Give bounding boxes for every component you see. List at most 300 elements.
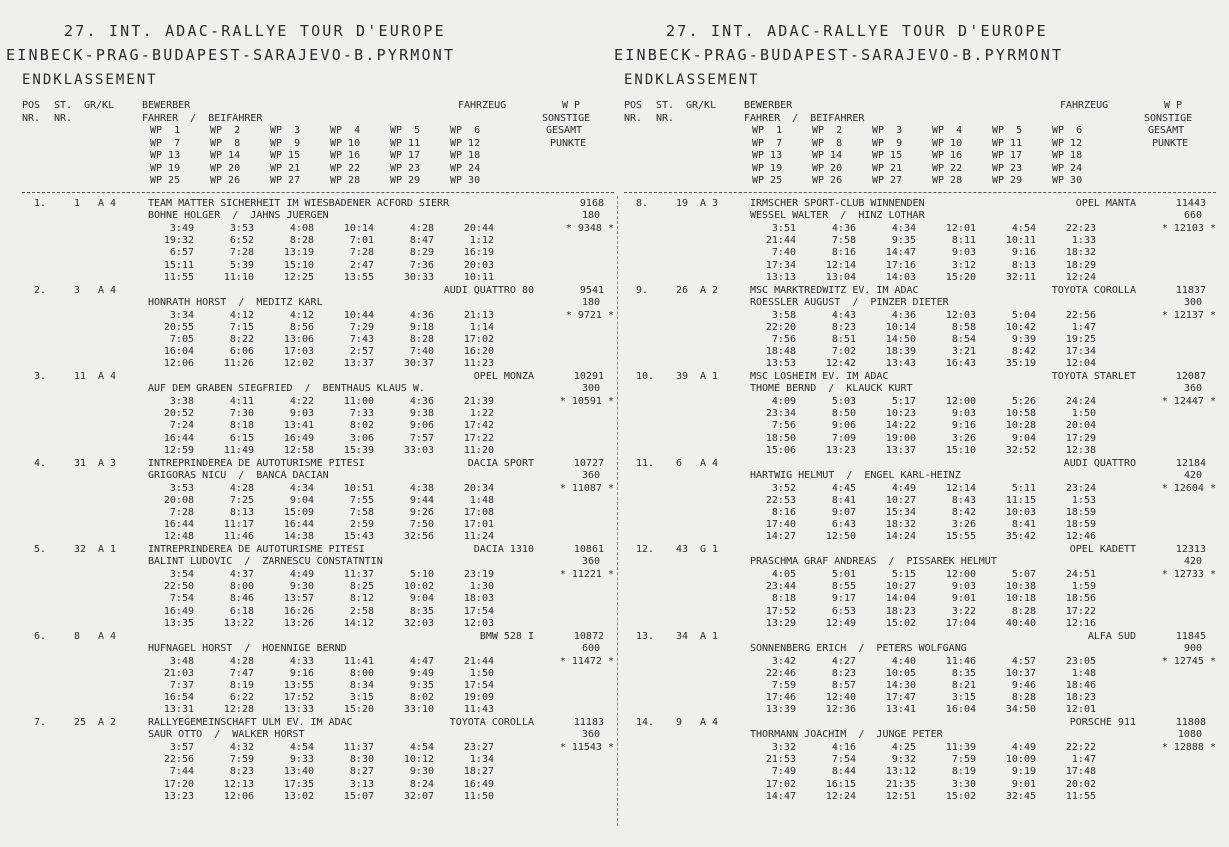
stage-time: 11:23 — [463, 358, 494, 370]
entry-total-points: * 12447 * — [1161, 396, 1216, 407]
entry-car: TOYOTA STARLET — [1051, 371, 1136, 382]
entry-position: 11. — [636, 457, 655, 469]
stage-time: 8:35 — [951, 667, 976, 679]
stage-time: 19:09 — [463, 692, 494, 704]
stage-time: 13:02 — [283, 790, 314, 802]
stage-time: 9:19 — [1011, 766, 1036, 778]
stage-time: 18:27 — [463, 766, 494, 778]
header-wp-label: WP 5 — [390, 125, 421, 136]
stage-time: 5:11 — [1011, 482, 1036, 494]
stage-time-row — [624, 483, 1216, 495]
entry-stage-times — [624, 396, 1216, 457]
stage-time: 8:28 — [289, 235, 314, 247]
stage-time-row — [22, 531, 614, 543]
stage-time: 10:27 — [885, 581, 916, 593]
stage-time: 3:52 — [771, 482, 796, 494]
entry-total-points: * 9721 * — [565, 309, 614, 321]
stage-time: 2:59 — [349, 519, 374, 531]
stage-time: 17:42 — [463, 420, 494, 432]
stage-time: 11:26 — [223, 358, 254, 370]
stage-time: 4:49 — [1011, 742, 1036, 753]
stage-time-row — [22, 247, 614, 259]
stage-time-row — [624, 396, 1216, 408]
stage-time: 17:40 — [765, 519, 796, 531]
entry-other-points: 360 — [581, 469, 600, 481]
header-fahrer: FAHRER / BEIFAHRER — [744, 112, 865, 124]
stage-time: 3:12 — [951, 259, 976, 271]
stage-time: 22:20 — [765, 321, 796, 333]
entry-total-points: * 12604 * — [1161, 482, 1216, 494]
stage-time: 8:13 — [229, 506, 254, 518]
entry-other-points: 300 — [581, 383, 600, 395]
stage-time: 12:40 — [825, 692, 856, 704]
stage-time-row — [22, 322, 614, 334]
entry-wp-points: 11837 — [1175, 284, 1206, 296]
stage-time: 4:08 — [289, 223, 314, 234]
stage-time: 4:37 — [229, 569, 254, 580]
header-wp-row — [624, 138, 1216, 151]
entry-wp-points: 12087 — [1175, 371, 1206, 382]
header-wp-label: WP 12 — [1052, 137, 1083, 149]
entry-line-1 — [22, 371, 614, 383]
stage-time: 11:39 — [945, 742, 976, 753]
stage-time: 8:25 — [349, 581, 374, 593]
stage-time: 7:58 — [349, 506, 374, 518]
stage-time: 8:28 — [1011, 692, 1036, 704]
stage-time-row — [624, 235, 1216, 247]
stage-time: 17:52 — [283, 692, 314, 704]
entry-class: A 3 — [98, 457, 117, 469]
stage-time: 8:47 — [409, 235, 434, 247]
stage-time: 12:04 — [1065, 358, 1096, 370]
stage-time: 22:50 — [163, 581, 194, 593]
stage-time: 10:05 — [885, 667, 916, 679]
header-wp-label: WP 16 — [330, 150, 361, 161]
stage-time: 17:54 — [463, 679, 494, 691]
stage-time: 32:45 — [1005, 790, 1036, 802]
stage-time-row — [624, 680, 1216, 692]
header-wp-label: WP 30 — [1052, 175, 1083, 186]
stage-time-row — [624, 507, 1216, 519]
stage-time: 4:47 — [409, 655, 434, 667]
entry-position: 13. — [636, 630, 655, 642]
stage-time: 9:33 — [289, 754, 314, 766]
stage-time: 12:00 — [945, 396, 976, 407]
stage-time: 11:46 — [945, 655, 976, 667]
header-wp-label: WP 29 — [390, 175, 421, 186]
entry-position: 1. — [34, 198, 47, 209]
header-punkte: PUNKTE — [550, 137, 587, 149]
entry-position: 5. — [34, 544, 47, 555]
entry-total-points: * 12137 * — [1161, 309, 1216, 321]
stage-time: 17:34 — [765, 259, 796, 271]
stage-time: 7:58 — [831, 235, 856, 247]
stage-time: 10:11 — [463, 271, 494, 283]
header-wp-label: WP 10 — [932, 137, 963, 149]
stage-time: 4:27 — [831, 655, 856, 667]
stage-time-row — [624, 531, 1216, 543]
stage-time: 15:10 — [283, 259, 314, 271]
stage-time: 2:58 — [349, 605, 374, 617]
stage-time-row — [22, 495, 614, 507]
header-wp-label: WP 21 — [270, 162, 301, 174]
stage-time: 23:44 — [765, 581, 796, 593]
header-wp-label: WP 15 — [270, 150, 301, 161]
stage-time: 11:41 — [343, 655, 374, 667]
entry-entrant: RALLYEGEMEINSCHAFT ULM EV. IM ADAC — [148, 717, 353, 728]
stage-time: 3:38 — [169, 396, 194, 407]
stage-time: 6:18 — [229, 605, 254, 617]
stage-time: 9:03 — [289, 408, 314, 420]
stage-time: 20:55 — [163, 321, 194, 333]
entry-line-1 — [22, 717, 614, 729]
stage-time: 10:42 — [1005, 321, 1036, 333]
entry-start-number: 6 — [676, 457, 683, 469]
stage-time: 8:23 — [229, 766, 254, 778]
stage-time: 12:24 — [1065, 271, 1096, 283]
stage-time-row — [22, 779, 614, 791]
entry-car: OPEL MANTA — [1075, 198, 1136, 209]
stage-time: 15:20 — [343, 704, 374, 716]
result-entry — [22, 544, 614, 631]
entry-class: A 3 — [700, 198, 719, 209]
stage-time: 17:02 — [463, 333, 494, 345]
stage-time: 7:02 — [831, 346, 856, 358]
stage-time: 8:58 — [951, 321, 976, 333]
stage-time: 14:22 — [885, 420, 916, 432]
header-wp-row — [22, 150, 614, 163]
entry-entrant: MSC LOSHEIM EV. IM ADAC — [750, 371, 889, 382]
stage-time-row — [22, 433, 614, 445]
stage-time: 11:37 — [343, 742, 374, 753]
entry-stage-times — [22, 569, 614, 630]
entry-start-number: 26 — [676, 284, 689, 296]
entry-drivers: PRASCHMA GRAF ANDREAS / PISSAREK HELMUT — [750, 556, 997, 568]
stage-time: 11:20 — [463, 444, 494, 456]
stage-time: 14:30 — [885, 679, 916, 691]
stage-time: 3:26 — [951, 432, 976, 444]
header-wp-label: WP 17 — [992, 150, 1023, 161]
stage-time: 11:24 — [463, 531, 494, 543]
stage-time: 30:37 — [403, 358, 434, 370]
stage-time: 10:03 — [1005, 506, 1036, 518]
entry-position: 8. — [636, 198, 649, 209]
stage-time: 33:03 — [403, 444, 434, 456]
header-wp-label: WP 22 — [330, 162, 361, 174]
entry-car: ALFA SUD — [1087, 630, 1136, 642]
header-wp-label: WP 3 — [270, 125, 301, 136]
stage-time: 13:26 — [283, 617, 314, 629]
stage-time: 1:48 — [1071, 667, 1096, 679]
stage-time: 10:02 — [403, 581, 434, 593]
stage-time: 18:23 — [1065, 692, 1096, 704]
stage-time: 16:04 — [163, 346, 194, 358]
stage-time: 15:09 — [283, 506, 314, 518]
stage-time: 14:12 — [343, 617, 374, 629]
entry-line-2 — [22, 556, 614, 568]
entry-line-1 — [22, 544, 614, 556]
header-wp-row — [624, 163, 1216, 176]
stage-time: 8:00 — [229, 581, 254, 593]
stage-time: 7:29 — [349, 321, 374, 333]
stage-time: 8:44 — [831, 766, 856, 778]
entry-position: 9. — [636, 284, 649, 296]
stage-time-row — [624, 272, 1216, 284]
stage-time: 18:23 — [885, 605, 916, 617]
stage-time: 4:38 — [409, 482, 434, 494]
stage-time: 9:04 — [1011, 432, 1036, 444]
stage-time: 13:29 — [765, 617, 796, 629]
header-wp-label: WP 6 — [450, 125, 481, 136]
stage-time-row — [22, 310, 614, 322]
stage-time: 10:37 — [1005, 667, 1036, 679]
stage-time: 13:53 — [765, 358, 796, 370]
stage-time: 23:27 — [463, 742, 494, 753]
entry-total-points: * 11472 * — [559, 655, 614, 667]
stage-time: 4:22 — [289, 396, 314, 407]
stage-time: 3:51 — [771, 223, 796, 234]
entry-start-number: 43 — [676, 544, 689, 555]
stage-time-row — [22, 358, 614, 370]
stage-time: 18:50 — [765, 432, 796, 444]
stage-time: 12:46 — [1065, 531, 1096, 543]
stage-time: 8:42 — [951, 506, 976, 518]
header-wp-row — [22, 163, 614, 176]
stage-time: 13:13 — [765, 271, 796, 283]
entry-stage-times — [22, 223, 614, 284]
entry-start-number: 11 — [74, 371, 87, 382]
header-wp-label: WP 18 — [1052, 150, 1083, 161]
stage-time: 11:37 — [343, 569, 374, 580]
stage-time: 7:24 — [169, 420, 194, 432]
stage-time: 13:35 — [163, 617, 194, 629]
header-pos: POS — [624, 100, 643, 111]
entry-total-points: * 9348 * — [565, 223, 614, 234]
header-wp-label: WP 5 — [992, 125, 1023, 136]
stage-time: 13:19 — [283, 247, 314, 259]
header-fahrzeug: FAHRZEUG — [1060, 100, 1109, 111]
stage-time: 15:55 — [945, 531, 976, 543]
entry-start-number: 34 — [676, 630, 689, 642]
stage-time: 21:03 — [163, 667, 194, 679]
entry-class: A 2 — [98, 717, 117, 728]
result-entry — [22, 458, 614, 545]
stage-time: 18:48 — [765, 346, 796, 358]
header-wp-label: WP 14 — [210, 150, 241, 161]
header-wp-label: WP 17 — [390, 150, 421, 161]
stage-time: 9:49 — [409, 667, 434, 679]
stage-time: 18:39 — [885, 346, 916, 358]
header-nr: NR. — [54, 112, 73, 124]
stage-time: 4:49 — [289, 569, 314, 580]
stage-time: 23:24 — [1065, 482, 1096, 494]
stage-time: 7:40 — [409, 346, 434, 358]
stage-time-row — [22, 581, 614, 593]
stage-time: 10:09 — [1005, 754, 1036, 766]
stage-time: 9:04 — [289, 494, 314, 506]
stage-time: 13:37 — [885, 444, 916, 456]
stage-time: 12:24 — [825, 790, 856, 802]
entry-other-points: 360 — [581, 556, 600, 568]
stage-time: 13:57 — [283, 593, 314, 605]
stage-time: 8:42 — [1011, 346, 1036, 358]
stage-time: 32:11 — [1005, 271, 1036, 283]
stage-time: 9:17 — [831, 593, 856, 605]
stage-time: 9:18 — [409, 321, 434, 333]
stage-time: 12:03 — [945, 309, 976, 321]
header-wp-label: WP 1 — [150, 125, 181, 136]
stage-time: 13:40 — [283, 766, 314, 778]
stage-time: 10:38 — [1005, 581, 1036, 593]
stage-time: 7:37 — [169, 679, 194, 691]
stage-time-row — [624, 692, 1216, 704]
header-wp-label: WP 7 — [150, 137, 181, 149]
stage-time-row — [624, 618, 1216, 630]
entry-drivers: THORMANN JOACHIM / JUNGE PETER — [750, 729, 943, 741]
stage-time: 3:26 — [951, 519, 976, 531]
entry-wp-points: 11443 — [1175, 198, 1206, 209]
header-grkl: GR/KL — [686, 100, 717, 111]
stage-time: 7:50 — [409, 519, 434, 531]
stage-time-row — [624, 606, 1216, 618]
header-wp-label: WP 10 — [330, 137, 361, 149]
stage-time: 22:56 — [1065, 309, 1096, 321]
entry-class: A 4 — [98, 630, 117, 642]
stage-time: 8:57 — [831, 679, 856, 691]
stage-time: 8:18 — [229, 420, 254, 432]
stage-time: 1:48 — [469, 494, 494, 506]
stage-time: 4:49 — [891, 482, 916, 494]
stage-time: 16:44 — [163, 519, 194, 531]
result-entry — [624, 371, 1216, 458]
stage-time: 5:39 — [229, 259, 254, 271]
stage-time: 17:52 — [765, 605, 796, 617]
stage-time: 7:25 — [229, 494, 254, 506]
stage-time: 6:22 — [229, 692, 254, 704]
entry-other-points: 600 — [581, 642, 600, 654]
stage-time: 13:23 — [163, 790, 194, 802]
stage-time-row — [624, 581, 1216, 593]
result-entry — [22, 198, 614, 285]
stage-time: 3:58 — [771, 309, 796, 321]
stage-time-row — [624, 433, 1216, 445]
column-header — [22, 100, 614, 188]
stage-time: 14:47 — [765, 790, 796, 802]
stage-time: 12:42 — [825, 358, 856, 370]
stage-time-row — [22, 483, 614, 495]
entry-other-points: 900 — [1183, 642, 1202, 654]
stage-time: 7:33 — [349, 408, 374, 420]
stage-time: 13:39 — [765, 704, 796, 716]
entry-line-2 — [624, 210, 1216, 222]
result-entry — [624, 198, 1216, 285]
stage-time: 9:06 — [409, 420, 434, 432]
stage-time: 3:53 — [229, 223, 254, 234]
stage-time: 3:42 — [771, 655, 796, 667]
header-wp-label: WP 21 — [872, 162, 903, 174]
stage-time: 1:50 — [1071, 408, 1096, 420]
stage-time: 7:43 — [349, 333, 374, 345]
stage-time: 10:27 — [885, 494, 916, 506]
stage-time: 19:00 — [885, 432, 916, 444]
entry-class: A 1 — [700, 371, 719, 382]
stage-time: 13:23 — [825, 444, 856, 456]
stage-time: 17:08 — [463, 506, 494, 518]
stage-time: 21:53 — [765, 754, 796, 766]
stage-time: 4:57 — [1011, 655, 1036, 667]
header-nr: NR. — [656, 112, 675, 124]
stage-time: 16:26 — [283, 605, 314, 617]
header-divider — [22, 192, 614, 193]
stage-time: 11:17 — [223, 519, 254, 531]
entry-car: OPEL KADETT — [1069, 544, 1136, 555]
header-wp-label: WP 4 — [932, 125, 963, 136]
entry-stage-times — [22, 483, 614, 544]
stage-time: 3:13 — [349, 778, 374, 790]
stage-time: 8:28 — [409, 333, 434, 345]
stage-time: 7:28 — [169, 506, 194, 518]
entries-list — [22, 198, 614, 804]
entry-line-1 — [624, 285, 1216, 297]
stage-time-row — [22, 223, 614, 235]
entry-car: OPEL MONZA — [473, 371, 534, 382]
stage-time: 8:27 — [349, 766, 374, 778]
stage-time-row — [22, 260, 614, 272]
entry-stage-times — [624, 569, 1216, 630]
stage-time: 7:56 — [771, 333, 796, 345]
stage-time: 22:46 — [765, 667, 796, 679]
result-entry — [624, 458, 1216, 545]
stage-time: 15:34 — [885, 506, 916, 518]
entry-line-2 — [624, 470, 1216, 482]
entry-line-2 — [22, 383, 614, 395]
stage-time: 30:33 — [403, 271, 434, 283]
stage-time: 11:55 — [1065, 790, 1096, 802]
stage-time: 7:09 — [831, 432, 856, 444]
stage-time: 24:24 — [1065, 396, 1096, 407]
stage-time: 8:55 — [831, 581, 856, 593]
entry-wp-points: 12313 — [1175, 544, 1206, 555]
header-wp-label: WP 1 — [752, 125, 783, 136]
stage-time: 9:35 — [409, 679, 434, 691]
header-sonstige: SONSTIGE — [542, 112, 591, 124]
stage-time: 21:13 — [463, 309, 494, 321]
stage-time: 17:48 — [1065, 766, 1096, 778]
stage-time: 16:49 — [163, 605, 194, 617]
stage-time: 7:05 — [169, 333, 194, 345]
stage-time: 16:43 — [945, 358, 976, 370]
stage-time: 19:25 — [1065, 333, 1096, 345]
stage-time: 16:20 — [463, 346, 494, 358]
entry-wp-points: 10861 — [573, 544, 604, 555]
stage-time: 16:54 — [163, 692, 194, 704]
stage-time: 15:11 — [163, 259, 194, 271]
stage-time: 4:36 — [831, 223, 856, 234]
header-gesamt: GESAMT — [1148, 125, 1185, 136]
stage-time: 17:20 — [163, 778, 194, 790]
stage-time: 8:18 — [771, 593, 796, 605]
stage-time: 7:30 — [229, 408, 254, 420]
stage-time-row — [624, 358, 1216, 370]
entry-entrant: TEAM MATTER SICHERHEIT IM WIESBADENER ACFORD SIERR — [148, 198, 450, 209]
header-wp-label: WP 23 — [992, 162, 1023, 174]
header-wp-label: WP 3 — [872, 125, 903, 136]
stage-time: 8:22 — [229, 333, 254, 345]
entry-stage-times — [624, 483, 1216, 544]
header-wp-label: WP 15 — [872, 150, 903, 161]
entry-wp-points: 9168 — [579, 198, 604, 209]
stage-time-row — [22, 408, 614, 420]
